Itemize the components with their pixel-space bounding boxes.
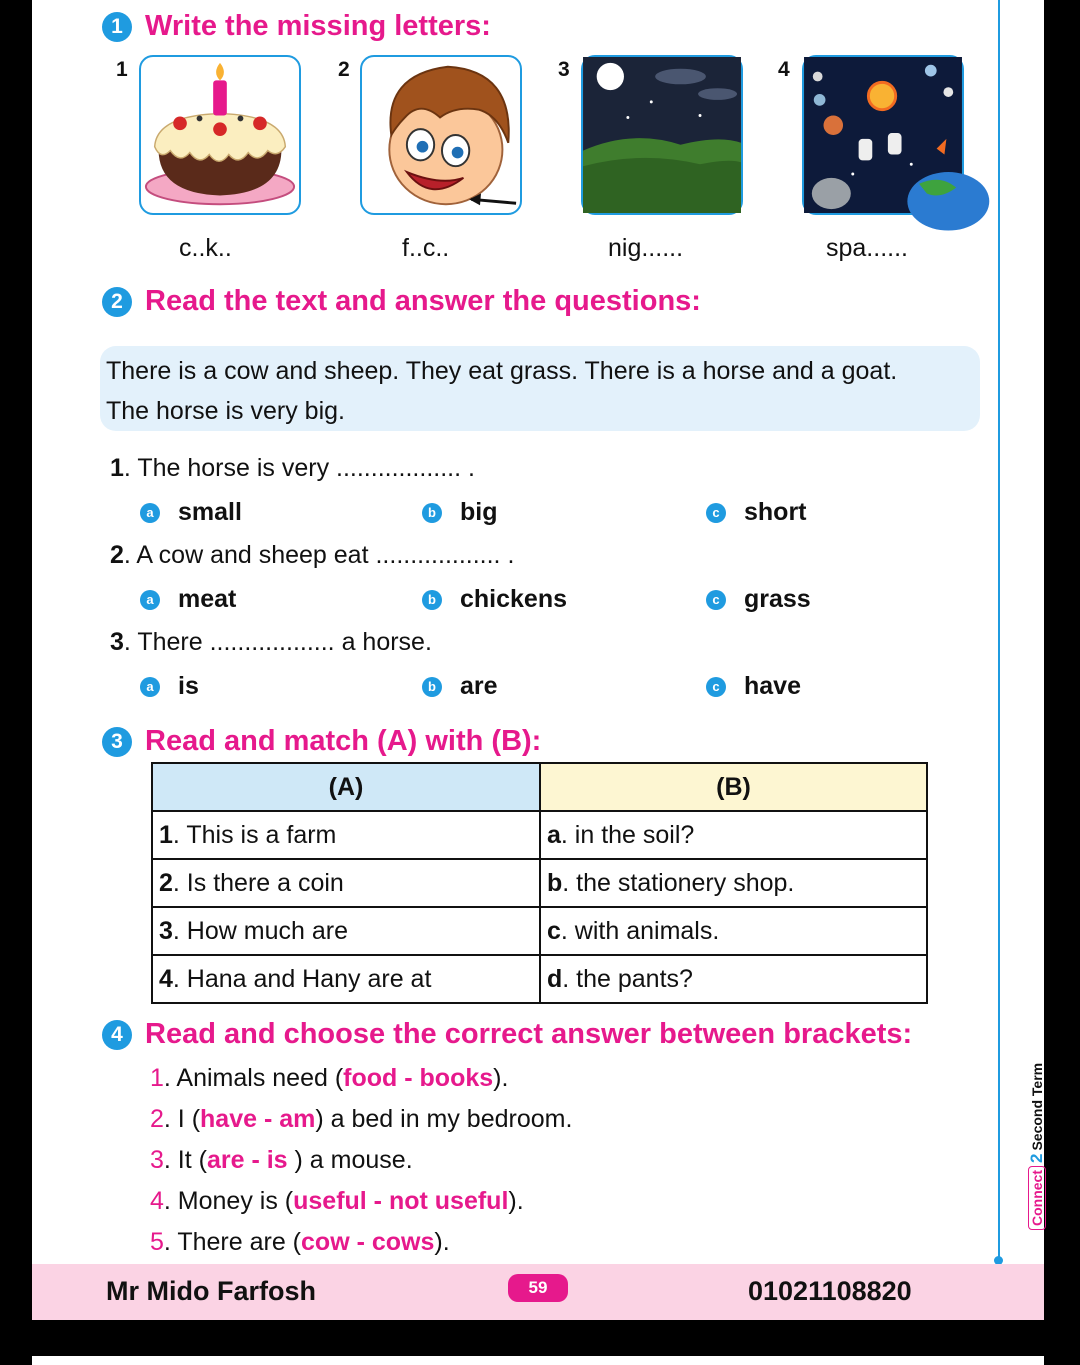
choose-item-5-after: ). bbox=[434, 1228, 450, 1256]
choice-separator: - bbox=[244, 1146, 267, 1174]
cell-a-text: . This is a farm bbox=[172, 820, 337, 849]
choice-separator: - bbox=[349, 1228, 372, 1256]
cell-b-text: . the pants? bbox=[562, 964, 693, 993]
option-letter-a: a bbox=[140, 677, 160, 697]
reading-line-1: There is a cow and sheep. They eat grass. There is a horse and a goat. bbox=[106, 357, 898, 385]
night-picture bbox=[581, 55, 743, 215]
section4-title bbox=[102, 1018, 912, 1051]
choose-item-1-number: 1 bbox=[150, 1064, 164, 1092]
column-b-header: (B) bbox=[540, 763, 927, 811]
choice-cow[interactable]: cow bbox=[301, 1228, 350, 1256]
cake-picture bbox=[139, 55, 301, 215]
choice-separator: - bbox=[257, 1105, 280, 1133]
choose-item-2-before: . I ( bbox=[163, 1105, 201, 1133]
cell-a-number: 4 bbox=[159, 964, 173, 993]
question-3 bbox=[110, 628, 432, 657]
table-row bbox=[152, 955, 927, 1003]
cell-a-number: 1 bbox=[159, 820, 173, 849]
cell-b-text: . the stationery shop. bbox=[562, 868, 795, 897]
q3-option-a-text: is bbox=[178, 672, 199, 700]
choice-is[interactable]: is bbox=[266, 1146, 288, 1174]
phone-number: 01021108820 bbox=[748, 1276, 912, 1306]
choice-have[interactable]: have bbox=[200, 1105, 257, 1133]
boy-face-icon bbox=[362, 57, 520, 213]
cell-a-number: 2 bbox=[159, 868, 173, 897]
section1-number: 1 bbox=[102, 12, 132, 42]
option-letter-b: b bbox=[422, 677, 442, 697]
choose-item-3-number: 3 bbox=[150, 1146, 164, 1174]
q1-option-c-text: short bbox=[744, 498, 807, 526]
choice-not-useful[interactable]: not useful bbox=[388, 1187, 509, 1215]
choice-useful[interactable]: useful bbox=[293, 1187, 367, 1215]
cell-a[interactable] bbox=[152, 811, 540, 859]
reading-line-2: The horse is very big. bbox=[106, 397, 345, 425]
section3-title bbox=[102, 725, 541, 758]
night-sky-icon bbox=[583, 57, 741, 213]
question-1-number: 1 bbox=[110, 454, 124, 482]
question-1 bbox=[110, 454, 475, 483]
choice-are[interactable]: are bbox=[206, 1146, 245, 1174]
q1-option-a[interactable] bbox=[140, 498, 242, 527]
match-table bbox=[151, 762, 928, 1004]
section4-number: 4 bbox=[102, 1020, 132, 1050]
section2-title-text: Read the text and answer the questions: bbox=[145, 285, 701, 317]
choose-item-3 bbox=[150, 1146, 413, 1175]
choose-item-1 bbox=[150, 1064, 508, 1093]
section1-title-text: Write the missing letters: bbox=[145, 10, 491, 42]
table-row bbox=[152, 859, 927, 907]
cell-a-text: . How much are bbox=[172, 916, 348, 945]
cell-a[interactable] bbox=[152, 955, 540, 1003]
table-row bbox=[152, 811, 927, 859]
choice-books[interactable]: books bbox=[419, 1064, 494, 1092]
next-page-edge bbox=[32, 1356, 1044, 1365]
q3-option-c-text: have bbox=[744, 672, 801, 700]
picture1-number: 1 bbox=[116, 58, 128, 81]
q2-option-c-text: grass bbox=[744, 585, 811, 613]
q2-option-a-text: meat bbox=[178, 585, 237, 613]
cell-b-letter: c bbox=[547, 916, 561, 945]
q1-option-b[interactable] bbox=[422, 498, 498, 527]
space-icon bbox=[804, 57, 962, 213]
question-3-text: . There .................. a horse. bbox=[123, 628, 432, 656]
reading-passage bbox=[100, 346, 980, 431]
choice-food[interactable]: food bbox=[343, 1064, 398, 1092]
cell-a-text: . Is there a coin bbox=[172, 868, 344, 897]
side-rule bbox=[998, 0, 1000, 1262]
match-table-header bbox=[152, 763, 927, 811]
face-picture bbox=[360, 55, 522, 215]
space-picture bbox=[802, 55, 964, 215]
question-3-number: 3 bbox=[110, 628, 124, 656]
choose-item-5 bbox=[150, 1228, 450, 1257]
cake-icon bbox=[141, 57, 299, 213]
choose-item-4-after: ). bbox=[508, 1187, 524, 1215]
option-letter-b: b bbox=[422, 590, 442, 610]
brand-grade: 2 bbox=[1027, 1153, 1046, 1163]
option-letter-c: c bbox=[706, 590, 726, 610]
cell-a[interactable] bbox=[152, 907, 540, 955]
section3-title-text: Read and match (A) with (B): bbox=[145, 725, 542, 757]
choice-am[interactable]: am bbox=[279, 1105, 316, 1133]
q2-option-a[interactable] bbox=[140, 585, 236, 614]
q3-option-a[interactable] bbox=[140, 672, 199, 701]
picture3-number: 3 bbox=[558, 58, 570, 81]
q2-option-c[interactable] bbox=[706, 585, 811, 614]
picture2-word: f..c.. bbox=[402, 234, 450, 262]
worksheet-page bbox=[32, 0, 1044, 1320]
section2-number: 2 bbox=[102, 287, 132, 317]
choice-separator: - bbox=[366, 1187, 389, 1215]
q3-option-c[interactable] bbox=[706, 672, 801, 701]
choose-item-5-before: . There are ( bbox=[163, 1228, 302, 1256]
cell-b[interactable] bbox=[540, 907, 927, 955]
cell-b-letter: b bbox=[547, 868, 563, 897]
choice-cows[interactable]: cows bbox=[371, 1228, 435, 1256]
q2-option-b[interactable] bbox=[422, 585, 567, 614]
brand-logo: Connect bbox=[1028, 1166, 1046, 1230]
section4-title-text: Read and choose the correct answer between brackets: bbox=[145, 1018, 913, 1050]
section1-title bbox=[102, 10, 491, 43]
choose-item-3-before: . It ( bbox=[163, 1146, 207, 1174]
cell-b-letter: a bbox=[547, 820, 561, 849]
choose-item-1-after: ). bbox=[493, 1064, 509, 1092]
footer-bar bbox=[32, 1264, 1044, 1320]
cell-a-number: 3 bbox=[159, 916, 173, 945]
column-a-header: (A) bbox=[152, 763, 540, 811]
choose-item-2-after: ) a bed in my bedroom. bbox=[315, 1105, 573, 1133]
choose-item-4-number: 4 bbox=[150, 1187, 164, 1215]
choose-item-5-number: 5 bbox=[150, 1228, 164, 1256]
option-letter-a: a bbox=[140, 503, 160, 523]
picture3-word: nig...... bbox=[608, 234, 684, 262]
picture4-word: spa...... bbox=[826, 234, 908, 262]
question-2 bbox=[110, 541, 514, 570]
cell-b-letter: d bbox=[547, 964, 563, 993]
q1-option-b-text: big bbox=[460, 498, 498, 526]
q1-option-a-text: small bbox=[178, 498, 242, 526]
cell-b[interactable] bbox=[540, 955, 927, 1003]
picture2-number: 2 bbox=[338, 58, 350, 81]
cell-a[interactable] bbox=[152, 859, 540, 907]
question-2-number: 2 bbox=[110, 541, 124, 569]
picture4-number: 4 bbox=[778, 58, 790, 81]
term-label: Second Term bbox=[1029, 1062, 1045, 1151]
choose-item-4 bbox=[150, 1187, 524, 1216]
section2-title bbox=[102, 285, 701, 318]
choose-item-3-after: ) a mouse. bbox=[287, 1146, 413, 1174]
cell-a-text: . Hana and Hany are at bbox=[172, 964, 432, 993]
question-2-text: . A cow and sheep eat .................. . bbox=[123, 541, 515, 569]
cell-b-text: . in the soil? bbox=[560, 820, 695, 849]
choose-item-4-before: . Money is ( bbox=[163, 1187, 294, 1215]
page-number-badge: 59 bbox=[508, 1274, 568, 1302]
question-1-text: . The horse is very .................. . bbox=[123, 454, 475, 482]
teacher-name: Mr Mido Farfosh bbox=[106, 1276, 316, 1306]
choose-item-2-number: 2 bbox=[150, 1105, 164, 1133]
side-brand-label bbox=[1027, 1062, 1047, 1230]
option-letter-c: c bbox=[706, 503, 726, 523]
choice-separator: - bbox=[397, 1064, 420, 1092]
q3-option-b-text: are bbox=[460, 672, 498, 700]
q2-option-b-text: chickens bbox=[460, 585, 568, 613]
cell-b[interactable] bbox=[540, 811, 927, 859]
choose-item-1-before: . Animals need ( bbox=[163, 1064, 344, 1092]
section3-number: 3 bbox=[102, 727, 132, 757]
table-row bbox=[152, 907, 927, 955]
choose-item-2 bbox=[150, 1105, 572, 1134]
option-letter-c: c bbox=[706, 677, 726, 697]
option-letter-b: b bbox=[422, 503, 442, 523]
q1-option-c[interactable] bbox=[706, 498, 807, 527]
q3-option-b[interactable] bbox=[422, 672, 498, 701]
option-letter-a: a bbox=[140, 590, 160, 610]
picture1-word: c..k.. bbox=[179, 234, 232, 262]
cell-b[interactable] bbox=[540, 859, 927, 907]
cell-b-text: . with animals. bbox=[560, 916, 720, 945]
